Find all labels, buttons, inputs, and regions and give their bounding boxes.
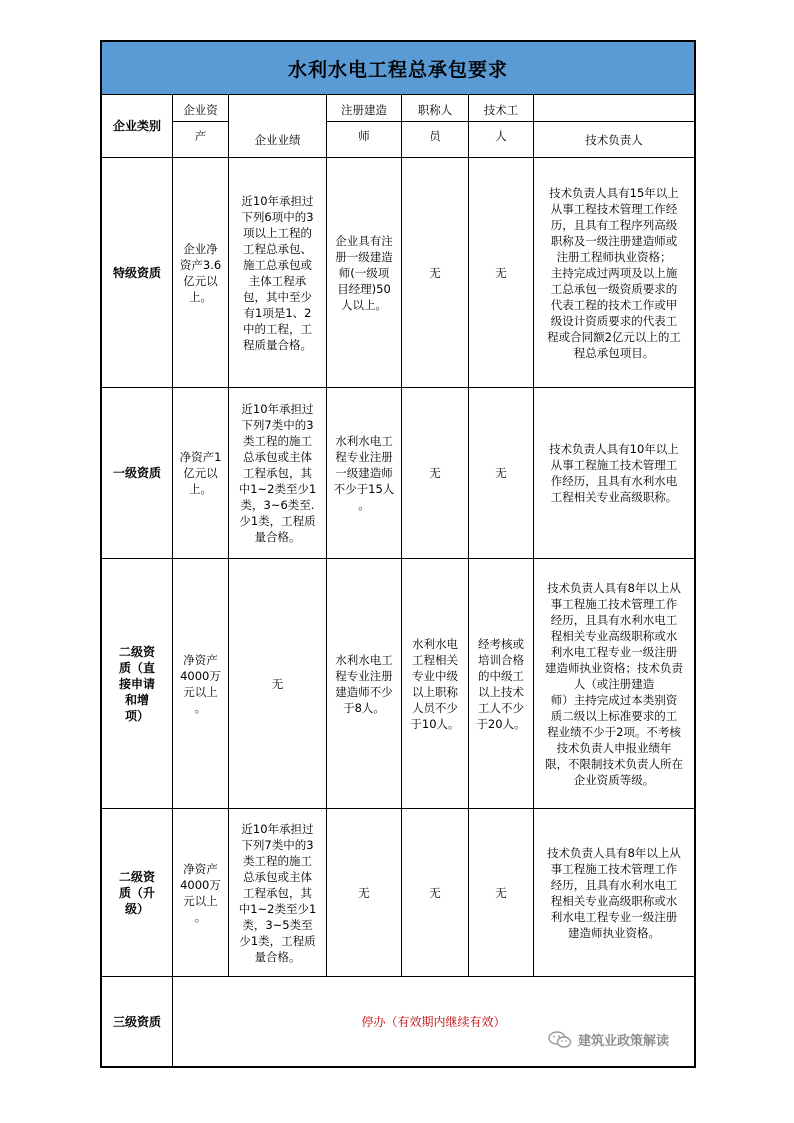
- row-first-engineer: 水利水电工 程专业注册 一级建造师 不少于15人 。: [327, 388, 402, 559]
- row-second-upgrade-engineer: 无: [327, 809, 402, 977]
- header-engineer-top: 注册建造: [327, 95, 402, 122]
- row-special-titled: 无: [402, 158, 469, 388]
- row-second-direct-category: 二级资 质（直 接申请 和增 项）: [102, 559, 173, 809]
- row-third-category: 三级资质: [102, 977, 173, 1066]
- row-third-merged: 停办（有效期内继续有效）: [361, 1014, 506, 1029]
- row-second-upgrade-performance: 近10年承担过 下列7类中的3 类工程的施工 总承包或主体 工程承包，其 中1~2类至少1 类，3~5类至 少1类，工程质 量合格。: [229, 809, 327, 977]
- header-worker-bottom: 人: [469, 122, 534, 158]
- table-title: 水利水电工程总承包要求: [102, 42, 694, 95]
- header-leader: 技术负责人: [534, 122, 694, 158]
- wechat-icon: [548, 1031, 572, 1049]
- header-category: 企业类别: [102, 95, 173, 158]
- row-first-titled: 无: [402, 388, 469, 559]
- row-second-direct-titled: 水利水电 工程相关 专业中级 以上职称 人员不少 于10人。: [402, 559, 469, 809]
- row-second-upgrade-leader: 技术负责人具有8年以上从 事工程施工技术管理工作 经历，且具有水利水电工 程相关专业高级职称或水 利水电工程专业一级注册 建造师执业资格。: [534, 809, 694, 977]
- row-second-direct-worker: 经考核或 培训合格 的中级工 以上技术 工人不少 于20人。: [469, 559, 534, 809]
- row-first-performance: 近10年承担过 下列7类中的3 类工程的施工 总承包或主体 工程承包，其 中1~2类至少1 类，3~6类至. 少1类，工程质 量合格。: [229, 388, 327, 559]
- header-assets-bottom: 产: [173, 122, 229, 158]
- row-special-engineer: 企业具有注 册一级建造 师(一级项 目经理)50 人以上。: [327, 158, 402, 388]
- row-special-performance: 近10年承担过 下列6项中的3 项以上工程的 工程总承包、 施工总承包或 主体工程承 包，其中至少 有1项是1、2 中的工程，工 程质量合格。: [229, 158, 327, 388]
- row-second-upgrade-worker: 无: [469, 809, 534, 977]
- header-titled-bottom: 员: [402, 122, 469, 158]
- header-engineer-bottom: 师: [327, 122, 402, 158]
- row-second-direct-performance: 无: [229, 559, 327, 809]
- header-leader-top: [534, 95, 694, 122]
- row-first-worker: 无: [469, 388, 534, 559]
- row-first-assets: 净资产1 亿元以 上。: [173, 388, 229, 559]
- row-second-direct-engineer: 水利水电工 程专业注册 建造师不少 于8人。: [327, 559, 402, 809]
- header-assets-top: 企业资: [173, 95, 229, 122]
- header-performance: 企业业绩: [229, 122, 327, 158]
- row-special-category: 特级资质: [102, 158, 173, 388]
- row-special-leader: 技术负责人具有15年以上 从事工程技术管理工作经 历，且具有工程序列高级 职称及一级注册建造师或 注册工程师执业资格； 主持完成过两项及以上施 工总承包一级资质要求的 代表工程的技术工作或甲 级设计资质要求的代表工 程或合同额2亿元以上的工 程总承包项目。: [534, 158, 694, 388]
- row-second-upgrade-category: 二级资 质（升 级）: [102, 809, 173, 977]
- row-second-direct-leader: 技术负责人具有8年以上从 事工程施工技术管理工作 经历，且具有水利水电工 程相关专业高级职称或水 利水电工程专业一级注册 建造师执业资格；技术负责 人（或注册建造 师）主持完成过本类别资 质二级以上标准要求的工 程业绩不少于2项。不考核 技术负责人申报业绩年 限，不限制技术负责人所在 企业资质等级。: [534, 559, 694, 809]
- header-performance-top: [229, 95, 327, 122]
- row-special-assets: 企业净 资产3.6 亿元以 上。: [173, 158, 229, 388]
- requirements-table: [100, 40, 696, 1068]
- header-titled-top: 职称人: [402, 95, 469, 122]
- row-second-upgrade-titled: 无: [402, 809, 469, 977]
- row-special-worker: 无: [469, 158, 534, 388]
- watermark: [548, 1030, 669, 1049]
- header-worker-top: 技术工: [469, 95, 534, 122]
- row-second-upgrade-assets: 净资产 4000万 元以上 。: [173, 809, 229, 977]
- row-second-direct-assets: 净资产 4000万 元以上 。: [173, 559, 229, 809]
- row-first-leader: 技术负责人具有10年以上 从事工程施工技术管理工 作经历，且具有水利水电 工程相关专业高级职称。: [534, 388, 694, 559]
- watermark-text: 建筑业政策解读: [578, 1034, 670, 1049]
- row-first-category: 一级资质: [102, 388, 173, 559]
